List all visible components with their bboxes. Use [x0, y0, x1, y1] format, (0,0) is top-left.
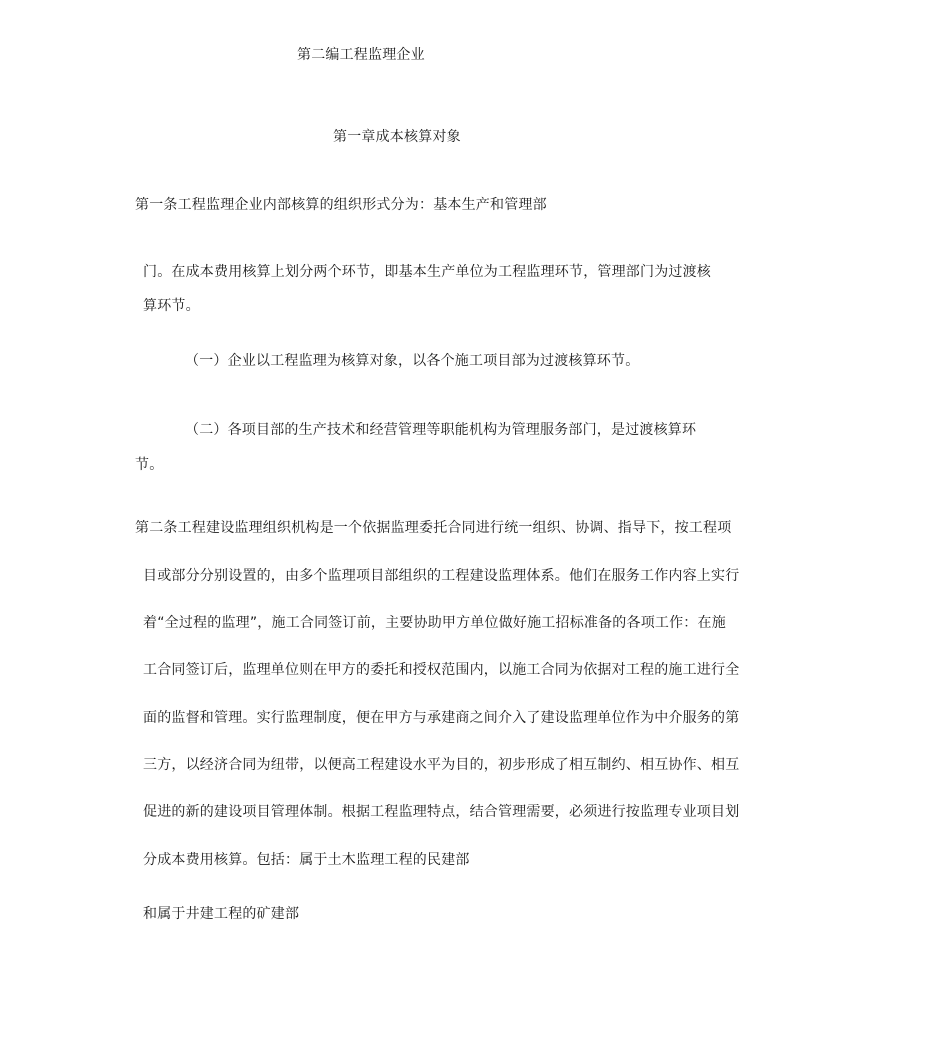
article2-line5: 面的监督和管理。实行监理制度，便在甲方与承建商之间介入了建设监理单位作为中介服务的第 [143, 710, 740, 726]
article2-line6: 三方，以经济合同为纽带，以便高工程建设水平为目的，初步形成了相互制约、相互协作、相互 [143, 757, 740, 773]
article2-line3: 着“全过程的监理”，施工合同签订前，主要协助甲方单位做好施工招标准备的各项工作：在施 [143, 615, 726, 631]
article2-line4: 工合同签订后，监理单位则在甲方的委托和授权范围内，以施工合同为依据对工程的施工进行全 [143, 662, 740, 678]
article2-line2: 目或部分分别设置的，由多个监理项目部组织的工程建设监理体系。他们在服务工作内容上实行 [143, 568, 740, 584]
item1-line1: （一）企业以工程监理为核算对象，以各个施工项目部为过渡核算环节。 [185, 353, 640, 369]
article2-line8: 分成本费用核算。包括：属于土木监理工程的民建部 [143, 852, 470, 868]
item2-line2: 节。 [135, 457, 164, 473]
article1-line3: 算环节。 [143, 298, 200, 314]
item2-line1: （二）各项目部的生产技术和经营管理等职能机构为管理服务部门，是过渡核算环 [185, 422, 697, 438]
chapter-title: 第一章成本核算对象 [333, 129, 461, 145]
article2-line9: 和属于井建工程的矿建部 [143, 906, 300, 922]
part-title: 第二编工程监理企业 [297, 47, 425, 63]
article1-line1: 第一条工程监理企业内部核算的组织形式分为：基本生产和管理部 [135, 197, 547, 213]
article1-line2: 门。在成本费用核算上划分两个环节，即基本生产单位为工程监理环节，管理部门为过渡核 [143, 264, 711, 280]
article2-line1: 第二条工程建设监理组织机构是一个依据监理委托合同进行统一组织、协调、指导下，按工程项 [135, 520, 732, 536]
article2-line7: 促进的新的建设项目管理体制。根据工程监理特点，结合管理需要，必须进行按监理专业项目划 [143, 804, 740, 820]
